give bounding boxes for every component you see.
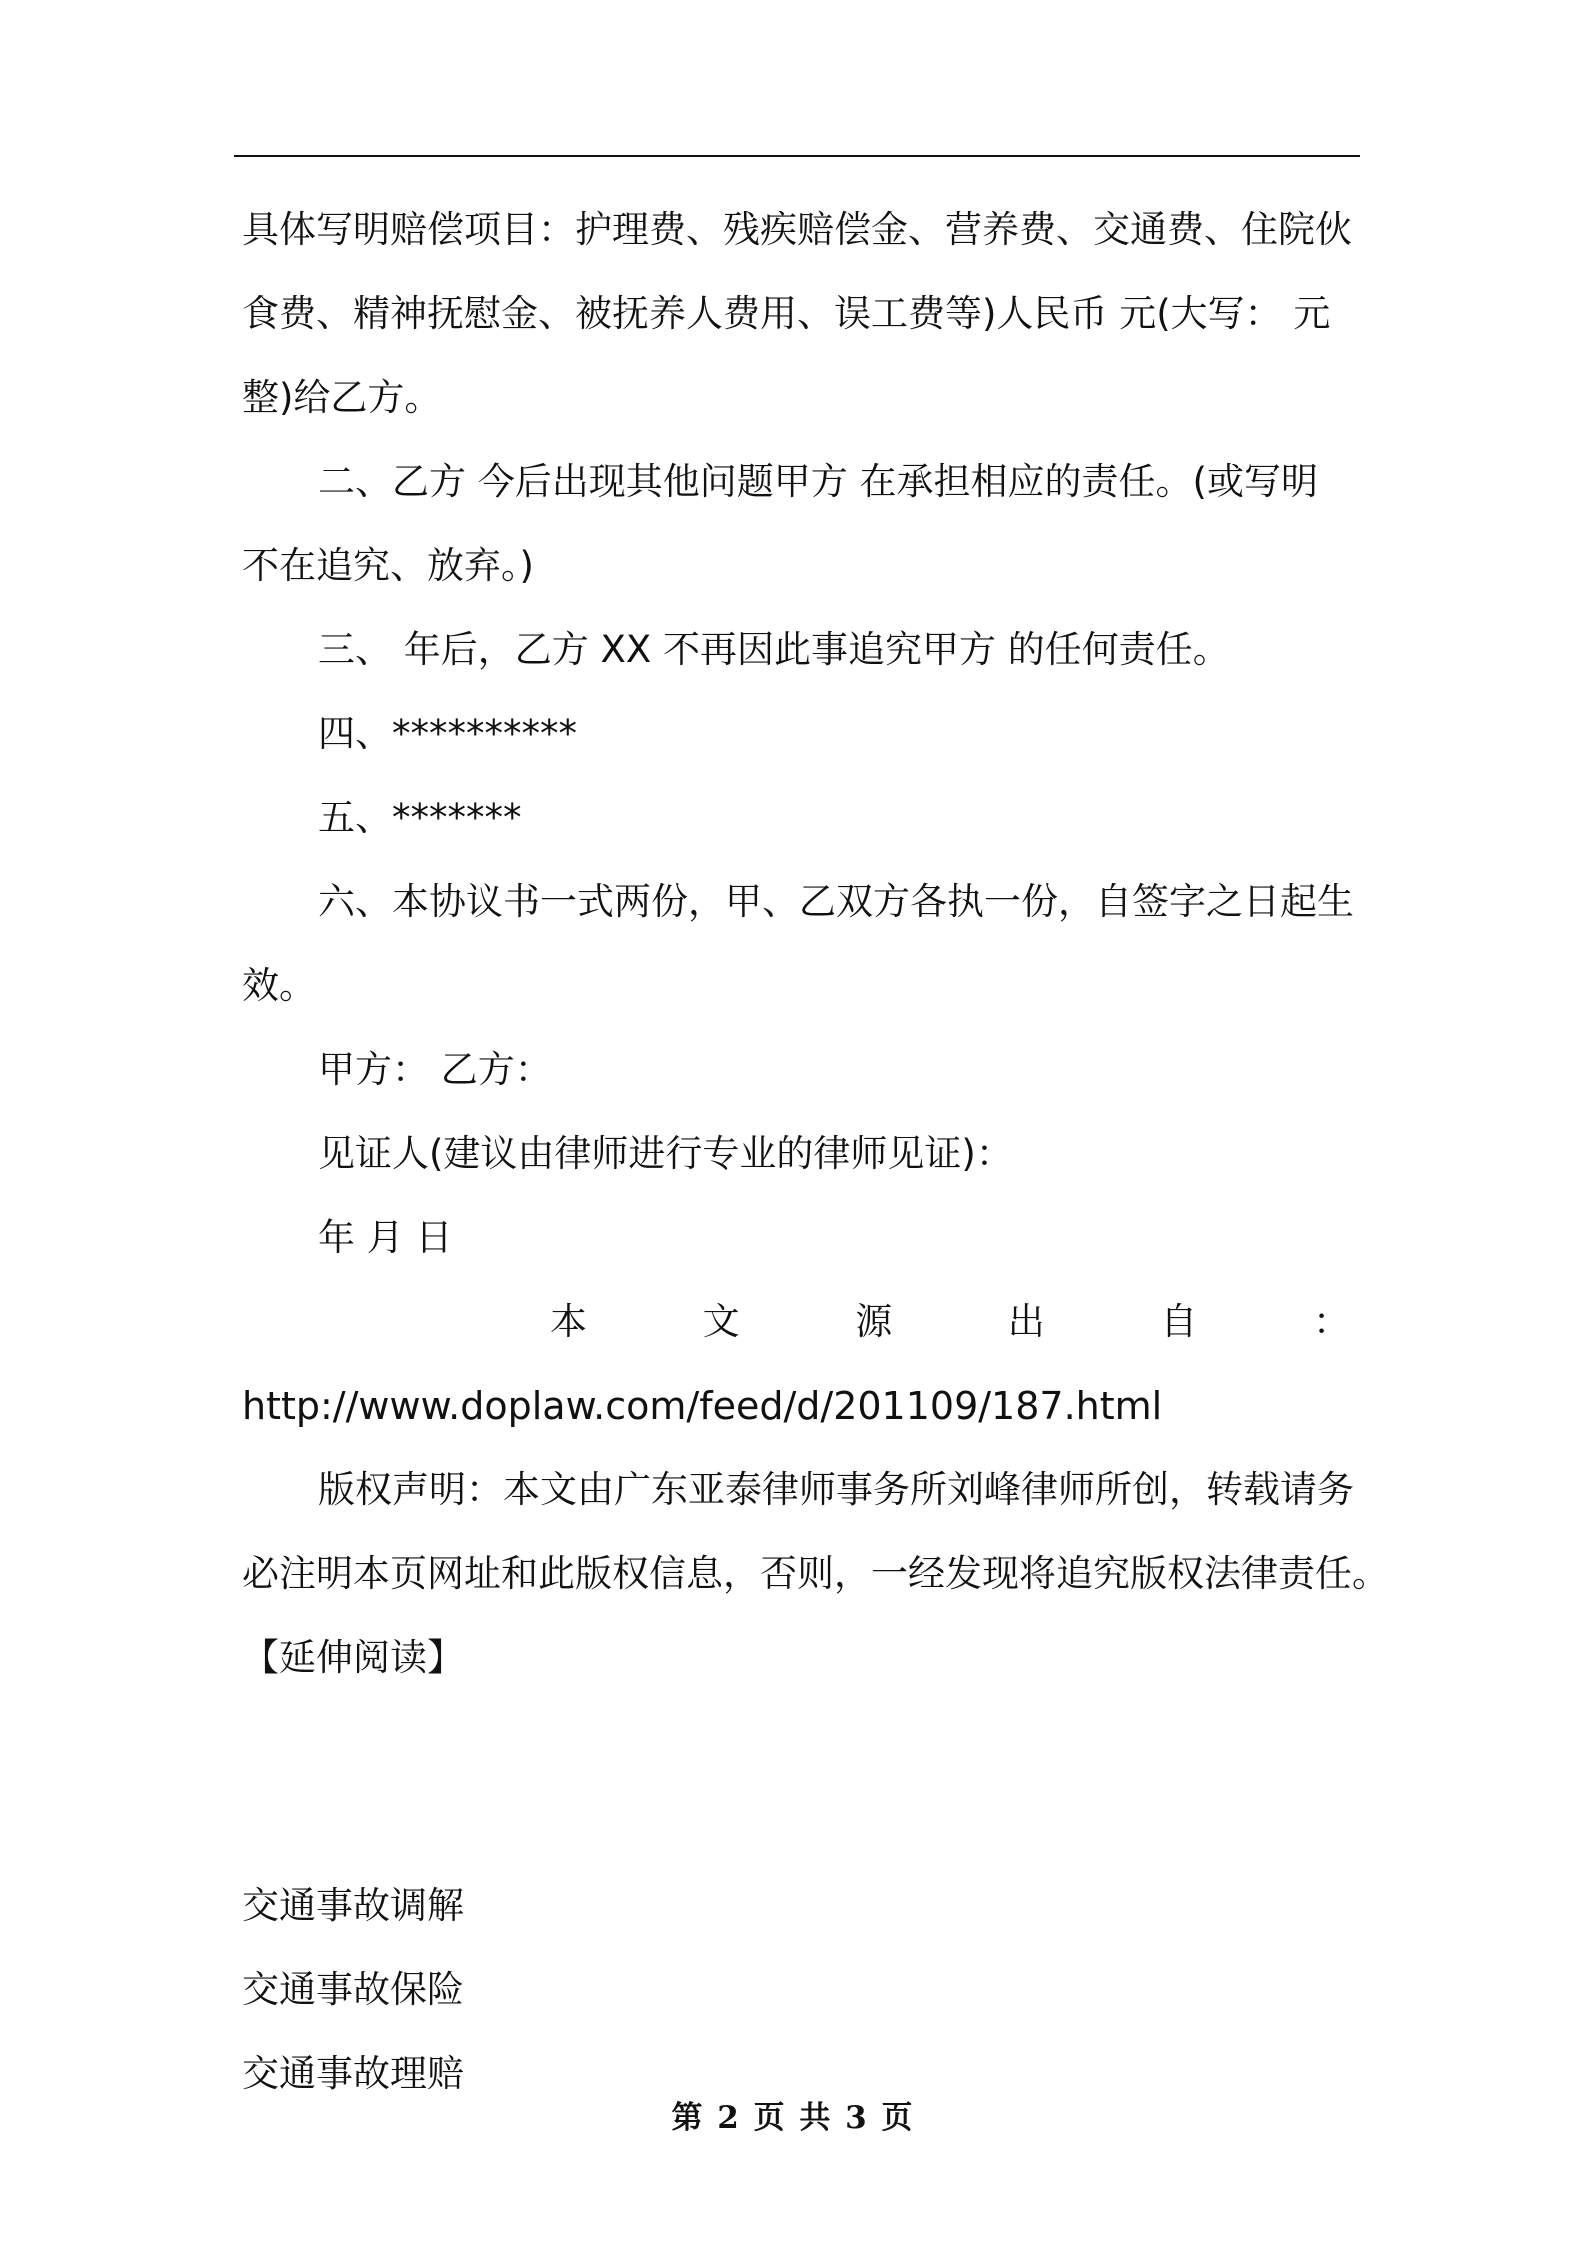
paragraph-line: 具体写明赔偿项目：护理费、残疾赔偿金、营养费、交通费、住院伙 <box>242 208 1352 251</box>
source-label-char: 文 <box>702 1300 740 1343</box>
document-body <box>242 200 1389 2128</box>
source-label-char: 自 <box>1160 1300 1198 1343</box>
witness-line: 见证人(建议由律师进行专业的律师见证)： <box>318 1132 1013 1175</box>
date-line: 年 月 日 <box>318 1216 453 1259</box>
extended-link-claims[interactable]: 交通事故理赔 <box>242 2052 464 2095</box>
extended-reading-title: 【延伸阅读】 <box>242 1636 464 1679</box>
clause-six: 六、本协议书一式两份，甲、乙双方各执一份，自签字之日起生 <box>318 880 1354 923</box>
clause-two: 二、乙方 今后出现其他问题甲方 在承担相应的责任。(或写明 <box>318 460 1318 503</box>
copyright-line: 必注明本页网址和此版权信息，否则，一经发现将追究版权法律责任。 <box>242 1552 1389 1595</box>
clause-three: 三、 年后，乙方 XX 不再因此事追究甲方 的任何责任。 <box>318 628 1230 671</box>
paragraph-line: 整)给乙方。 <box>242 376 442 419</box>
paragraph-line: 食费、精神抚慰金、被抚养人费用、误工费等)人民币 元(大写： 元 <box>242 292 1331 335</box>
source-url-link[interactable]: http://www.doplaw.com/feed/d/201109/187.html <box>242 1384 1163 1428</box>
clause-four: 四、********** <box>318 712 577 755</box>
spacer <box>242 1712 1354 1876</box>
signature-parties: 甲方： 乙方： <box>318 1048 552 1091</box>
source-label-char: ： <box>1312 1300 1350 1343</box>
source-label-char: 源 <box>855 1300 893 1343</box>
paragraph-line: 效。 <box>242 964 316 1007</box>
copyright-line: 版权声明：本文由广东亚泰律师事务所刘峰律师所创，转载请务 <box>318 1468 1354 1511</box>
paragraph-line: 不在追究、放弃。) <box>242 544 534 587</box>
clause-five: 五、******* <box>318 796 522 839</box>
source-label <box>242 1292 1354 1376</box>
page-indicator: 第 2 页 共 3 页 <box>671 2100 915 2136</box>
extended-link-mediation[interactable]: 交通事故调解 <box>242 1884 464 1927</box>
header-rule <box>234 155 1360 157</box>
source-label-char: 本 <box>550 1300 587 1343</box>
extended-link-insurance[interactable]: 交通事故保险 <box>242 1968 464 2011</box>
source-label-char: 出 <box>1007 1300 1045 1343</box>
